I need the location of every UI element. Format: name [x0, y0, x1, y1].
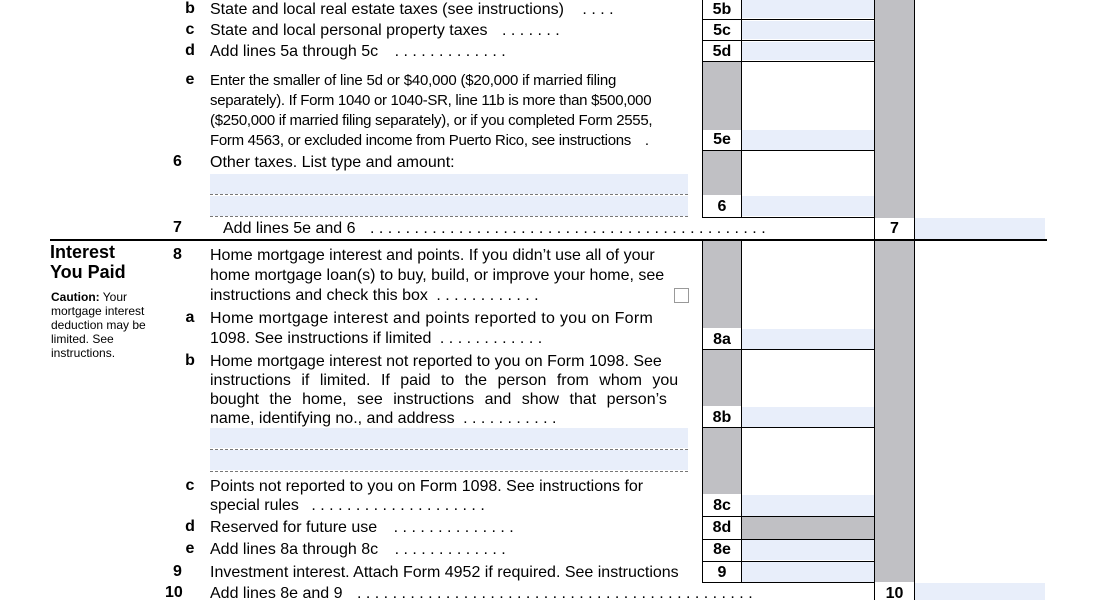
line-5c-text: [210, 21, 560, 41]
amount-field-8a[interactable]: [742, 329, 874, 349]
caution-text-2: mortgage interest: [51, 304, 145, 318]
line-7-number: 7: [173, 219, 182, 236]
line-5b-label: State and local real estate taxes (see instructions): [210, 1, 564, 18]
amount-field-5d[interactable]: [742, 42, 874, 60]
amount-field-5b[interactable]: [742, 0, 874, 18]
amount-field-7[interactable]: [915, 218, 1045, 239]
inner-shade-8: [703, 240, 741, 328]
outer-shaded-column: [875, 0, 914, 218]
other-taxes-dash-1: [210, 194, 688, 195]
amount-field-8e[interactable]: [742, 540, 874, 560]
line-8b-text-4: [210, 409, 556, 429]
amount-field-5e[interactable]: [742, 130, 874, 150]
line-8a-label-2: 1098. See instructions if limited: [210, 330, 432, 347]
amount-shade-8d: [741, 517, 875, 539]
line-9-text: Investment interest. Attach Form 4952 if required. See instructions: [210, 564, 679, 581]
box-8e: 8e: [713, 541, 731, 558]
line-8d-letter: d: [185, 518, 195, 535]
line-10-label: Add lines 8e and 9: [210, 585, 343, 600]
line-5b-dots: . . . .: [582, 1, 614, 18]
line-5d-label: Add lines 5a through 5c: [210, 43, 379, 60]
line-5d-dots: . . . . . . . . . . . . .: [394, 43, 506, 60]
line-8b-letter: b: [185, 352, 195, 369]
box-8a: 8a: [713, 331, 731, 348]
line-6-text: Other taxes. List type and amount:: [210, 154, 455, 171]
line-8c-dots: . . . . . . . . . . . . . . . . . . . .: [311, 497, 485, 514]
other-taxes-input-1[interactable]: [210, 174, 688, 194]
inner-shade-8c: [703, 428, 741, 494]
box-5c: 5c: [713, 22, 731, 39]
caution-text-5: instructions.: [51, 346, 116, 360]
rule-8e: [702, 561, 875, 562]
caution-note: [51, 290, 146, 360]
line-8b-text-1: Home mortgage interest not reported to you on Form 1098. See: [210, 353, 662, 370]
box-5d: 5d: [712, 43, 732, 60]
amount-field-9[interactable]: [742, 562, 874, 582]
line-7-label: Add lines 5e and 6: [223, 220, 356, 237]
line-5e-label-4: Form 4563, or excluded income from Puerto Rico, see instructions: [210, 132, 631, 149]
line-8-dots: . . . . . . . . . . . .: [436, 287, 539, 304]
line-8-label-3: instructions and check this box: [210, 287, 428, 304]
line-8c-text-1: Points not reported to you on Form 1098. See instructions for: [210, 478, 644, 495]
line-5e-text-2: separately). If Form 1040 or 1040-SR, line 11b is more than $500,000: [210, 92, 652, 109]
line-8d-text: [210, 518, 514, 538]
payee-info-input-2[interactable]: [210, 450, 688, 470]
other-taxes-input-2[interactable]: [210, 196, 688, 216]
inner-col-mid-border-2: [741, 240, 742, 582]
line-6-number: 6: [173, 153, 182, 170]
line-8-text-3: [210, 286, 539, 306]
rule-5e: [702, 150, 875, 151]
line-5c-letter: c: [185, 21, 195, 38]
inner-shade-5e: [703, 62, 741, 130]
box-7: 7: [890, 220, 899, 237]
payee-dash-1: [210, 449, 688, 450]
line-5c-label: State and local personal property taxes: [210, 22, 488, 39]
box-8c: 8c: [713, 497, 731, 514]
other-taxes-dash-2: [210, 216, 688, 217]
line-5d-letter: d: [185, 42, 195, 59]
outer-shaded-column-2: [875, 240, 914, 582]
caution-text-1: Your: [102, 290, 128, 304]
line-5e-dots: .: [644, 132, 650, 149]
section-divider: [50, 239, 1047, 241]
line-8d-label: Reserved for future use: [210, 519, 378, 536]
line-8d-dots: . . . . . . . . . . . . . .: [393, 519, 514, 536]
caution-label: Caution:: [51, 290, 100, 304]
line-10-text: [210, 584, 862, 600]
section-title-line2: You Paid: [50, 262, 126, 282]
box-8b: 8b: [712, 409, 732, 426]
line-5b-text: [210, 0, 614, 20]
payee-info-input-1[interactable]: [210, 428, 688, 448]
box-5e: 5e: [713, 131, 731, 148]
line-8-text-1: Home mortgage interest and points. If you didn’t use all of your: [210, 247, 655, 264]
amount-field-10[interactable]: [915, 583, 1045, 600]
line-9-number: 9: [173, 563, 182, 580]
amount-field-5c[interactable]: [742, 21, 874, 39]
line-5e-text-4: [210, 131, 649, 151]
line-5e-text-3: ($250,000 if married filing separately), or if you completed Form 2555,: [210, 112, 653, 129]
line-5e-text-1: Enter the smaller of line 5d or $40,000 ($20,000 if married filing: [210, 72, 617, 89]
line-7-dots: . . . . . . . . . . . . . . . . . . . . . . . . . . . . . . . . . . . . . . . . . . . . .: [370, 220, 766, 237]
outer-col-left-border: [874, 0, 875, 600]
box-6: 6: [717, 198, 727, 215]
line-5e-letter: e: [185, 71, 195, 88]
rule-6: [702, 217, 875, 218]
line-8e-letter: e: [185, 540, 195, 557]
line-8-text-2: home mortgage loan(s) to buy, build, or improve your home, see: [210, 267, 665, 284]
line-8a-text-1: Home mortgage interest and points reported to you on Form: [210, 310, 654, 327]
caution-text-3: deduction may be: [51, 318, 146, 332]
line-8b-label-4: name, identifying no., and address: [210, 410, 455, 427]
line-7-text: [223, 219, 863, 239]
line-5c-dots: . . . . . . .: [501, 22, 560, 39]
line-8e-label: Add lines 8a through 8c: [210, 541, 379, 558]
inner-col-mid-border: [741, 0, 742, 218]
line-8a-letter: a: [185, 309, 195, 326]
box-8d: 8d: [712, 519, 732, 536]
amount-field-8c[interactable]: [742, 495, 874, 516]
payee-dash-2: [210, 471, 688, 472]
box-10: 10: [885, 585, 904, 600]
line-8e-text: [210, 540, 506, 560]
line-8a-dots: . . . . . . . . . . . .: [439, 330, 543, 347]
line-8c-text-2: [210, 496, 485, 516]
line-8a-text-2: [210, 329, 542, 349]
mortgage-checkbox[interactable]: [674, 288, 689, 303]
line-10-dots: . . . . . . . . . . . . . . . . . . . . . . . . . . . . . . . . . . . . . . . . . . . . .: [357, 585, 753, 600]
rule-8c: [702, 516, 875, 517]
line-10-number: 10: [165, 584, 183, 600]
box-9: 9: [717, 564, 727, 581]
amount-field-8b[interactable]: [742, 407, 874, 427]
inner-shade-8b: [703, 350, 741, 406]
box-5b: 5b: [712, 1, 732, 18]
line-8e-dots: . . . . . . . . . . . . .: [394, 541, 506, 558]
line-8c-letter: c: [185, 477, 195, 494]
line-8b-dots: . . . . . . . . . . .: [463, 410, 557, 427]
caution-text-4: limited. See: [51, 332, 114, 346]
line-8b-text-2: instructions if limited. If paid to the person from whom you: [210, 372, 679, 389]
line-5d-text: [210, 42, 506, 62]
outer-col-right-border: [914, 0, 915, 600]
amount-field-6[interactable]: [742, 196, 874, 216]
line-8b-text-3: bought the home, see instructions and show that person’s: [210, 391, 667, 408]
inner-shade-6: [703, 151, 741, 195]
line-8c-label-2: special rules: [210, 497, 299, 514]
section-title-line1: Interest: [50, 242, 116, 262]
line-8-number: 8: [173, 246, 182, 263]
line-5b-letter: b: [185, 0, 195, 17]
